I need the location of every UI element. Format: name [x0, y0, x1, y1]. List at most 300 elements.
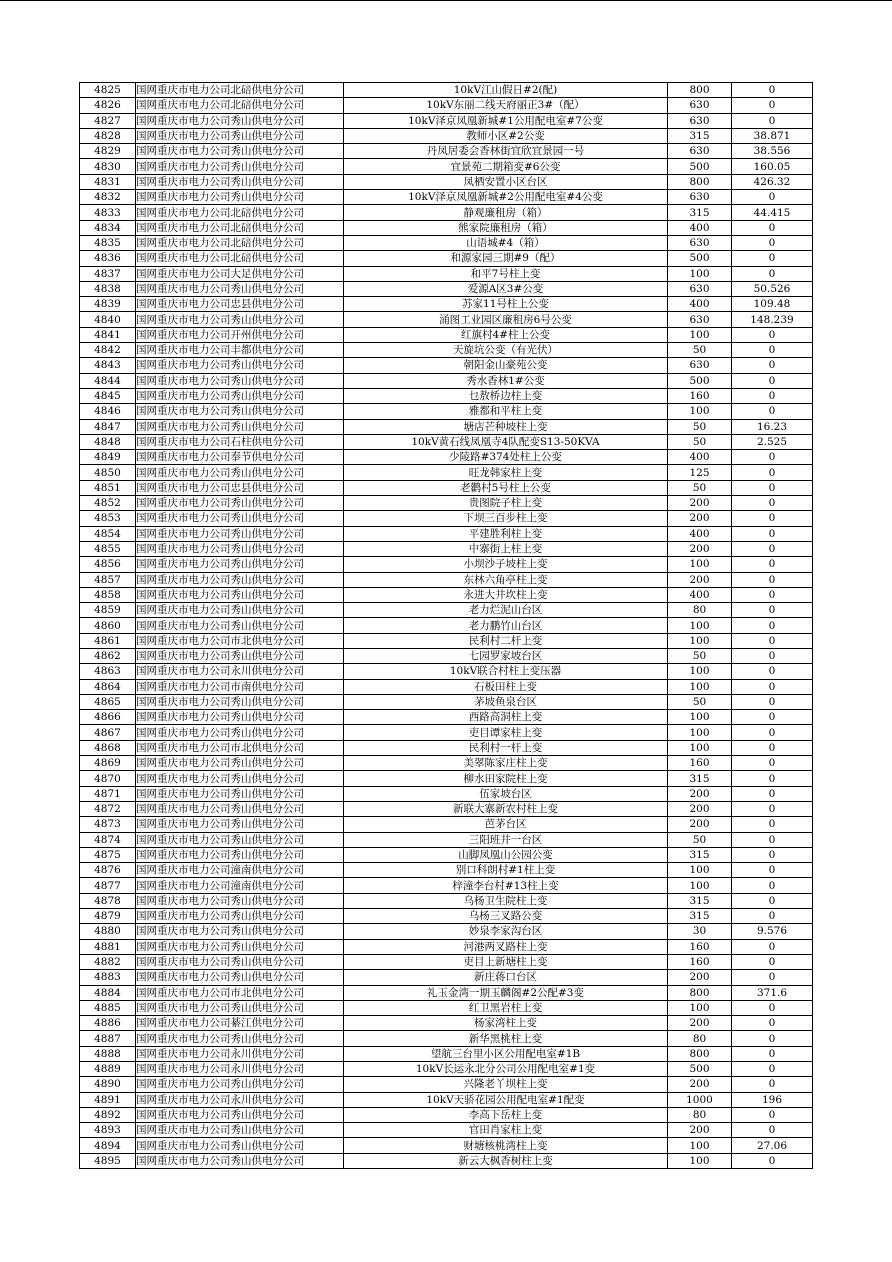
- table-row: [80, 878, 813, 893]
- transformer-name-cell: 雅都和平柱上变: [344, 404, 668, 419]
- table-row: [80, 1046, 813, 1061]
- row-number-cell: 4858: [80, 587, 136, 602]
- capacity-cell: 630: [668, 98, 732, 113]
- table-row: [80, 205, 813, 220]
- company-cell: 国网重庆市电力公司秀山供电分公司: [136, 893, 344, 908]
- transformer-name-cell: 新云大枫香树柱上变: [344, 1153, 668, 1168]
- transformer-name-cell: 秀水香林1#公变: [344, 373, 668, 388]
- transformer-name-cell: 红旗村4#柱上公变: [344, 327, 668, 342]
- transformer-name-cell: 吏目谭家柱上变: [344, 725, 668, 740]
- capacity-cell: 500: [668, 373, 732, 388]
- value-cell: 0: [732, 450, 813, 465]
- table-row: [80, 725, 813, 740]
- capacity-cell: 200: [668, 511, 732, 526]
- company-cell: 国网重庆市电力公司北碚供电分公司: [136, 235, 344, 250]
- table-row: [80, 909, 813, 924]
- row-number-cell: 4884: [80, 985, 136, 1000]
- transformer-name-cell: 静观廉租房（箱）: [344, 205, 668, 220]
- table-row: [80, 128, 813, 143]
- company-cell: 国网重庆市电力公司永川供电分公司: [136, 1046, 344, 1061]
- row-number-cell: 4895: [80, 1153, 136, 1168]
- table-row: [80, 679, 813, 694]
- row-number-cell: 4863: [80, 664, 136, 679]
- capacity-cell: 50: [668, 480, 732, 495]
- value-cell: 0: [732, 526, 813, 541]
- transformer-name-cell: 小坝沙子坡柱上变: [344, 557, 668, 572]
- capacity-cell: 800: [668, 1046, 732, 1061]
- table-row: [80, 1000, 813, 1015]
- value-cell: 0: [732, 235, 813, 250]
- table-row: [80, 970, 813, 985]
- company-cell: 国网重庆市电力公司秀山供电分公司: [136, 496, 344, 511]
- capacity-cell: 100: [668, 740, 732, 755]
- table-row: [80, 450, 813, 465]
- value-cell: 0: [732, 817, 813, 832]
- capacity-cell: 100: [668, 1138, 732, 1153]
- row-number-cell: 4856: [80, 557, 136, 572]
- capacity-cell: 315: [668, 847, 732, 862]
- transformer-name-cell: 旺龙韩家柱上变: [344, 465, 668, 480]
- transformer-name-cell: 平建胜利柱上变: [344, 526, 668, 541]
- row-number-cell: 4893: [80, 1123, 136, 1138]
- table-row: [80, 327, 813, 342]
- table-body: [80, 83, 813, 1169]
- row-number-cell: 4839: [80, 297, 136, 312]
- value-cell: 0: [732, 786, 813, 801]
- table-row: [80, 511, 813, 526]
- row-number-cell: 4877: [80, 878, 136, 893]
- capacity-cell: 100: [668, 557, 732, 572]
- transformer-name-cell: 西路高洞柱上变: [344, 710, 668, 725]
- capacity-cell: 315: [668, 128, 732, 143]
- company-cell: 国网重庆市电力公司永川供电分公司: [136, 1092, 344, 1107]
- row-number-cell: 4854: [80, 526, 136, 541]
- capacity-cell: 630: [668, 113, 732, 128]
- row-number-cell: 4851: [80, 480, 136, 495]
- capacity-cell: 100: [668, 679, 732, 694]
- row-number-cell: 4890: [80, 1077, 136, 1092]
- transformer-name-cell: 东林六角亭柱上变: [344, 572, 668, 587]
- transformer-name-cell: 民利村一杆上变: [344, 740, 668, 755]
- capacity-cell: 400: [668, 220, 732, 235]
- company-cell: 国网重庆市电力公司秀山供电分公司: [136, 312, 344, 327]
- row-number-cell: 4826: [80, 98, 136, 113]
- transformer-name-cell: 少陵路#374处柱上公变: [344, 450, 668, 465]
- row-number-cell: 4843: [80, 358, 136, 373]
- transformer-name-cell: 10kV东丽二线天府丽正3#（配）: [344, 98, 668, 113]
- table-row: [80, 480, 813, 495]
- value-cell: 16.23: [732, 419, 813, 434]
- capacity-cell: 200: [668, 786, 732, 801]
- value-cell: 0: [732, 266, 813, 281]
- capacity-cell: 315: [668, 771, 732, 786]
- table-row: [80, 1153, 813, 1168]
- company-cell: 国网重庆市电力公司石柱供电分公司: [136, 434, 344, 449]
- company-cell: 国网重庆市电力公司秀山供电分公司: [136, 801, 344, 816]
- row-number-cell: 4889: [80, 1062, 136, 1077]
- row-number-cell: 4831: [80, 174, 136, 189]
- table-row: [80, 664, 813, 679]
- company-cell: 国网重庆市电力公司秀山供电分公司: [136, 190, 344, 205]
- capacity-cell: 100: [668, 1153, 732, 1168]
- capacity-cell: 125: [668, 465, 732, 480]
- company-cell: 国网重庆市电力公司秀山供电分公司: [136, 909, 344, 924]
- company-cell: 国网重庆市电力公司秀山供电分公司: [136, 694, 344, 709]
- table-row: [80, 281, 813, 296]
- row-number-cell: 4868: [80, 740, 136, 755]
- value-cell: 0: [732, 878, 813, 893]
- company-cell: 国网重庆市电力公司秀山供电分公司: [136, 526, 344, 541]
- transformer-name-cell: 美翠陈家庄柱上变: [344, 756, 668, 771]
- capacity-cell: 315: [668, 909, 732, 924]
- table-row: [80, 832, 813, 847]
- row-number-cell: 4887: [80, 1031, 136, 1046]
- table-row: [80, 235, 813, 250]
- value-cell: 0: [732, 83, 813, 98]
- table-row: [80, 939, 813, 954]
- table-row: [80, 220, 813, 235]
- value-cell: 0: [732, 756, 813, 771]
- row-number-cell: 4825: [80, 83, 136, 98]
- capacity-cell: 160: [668, 939, 732, 954]
- transformer-name-cell: 柳水田家院柱上变: [344, 771, 668, 786]
- value-cell: 0: [732, 1016, 813, 1031]
- row-number-cell: 4857: [80, 572, 136, 587]
- company-cell: 国网重庆市电力公司秀山供电分公司: [136, 939, 344, 954]
- value-cell: 0: [732, 740, 813, 755]
- table-row: [80, 496, 813, 511]
- company-cell: 国网重庆市电力公司秀山供电分公司: [136, 113, 344, 128]
- row-number-cell: 4882: [80, 954, 136, 969]
- value-cell: 0: [732, 1107, 813, 1122]
- company-cell: 国网重庆市电力公司秀山供电分公司: [136, 373, 344, 388]
- company-cell: 国网重庆市电力公司秀山供电分公司: [136, 756, 344, 771]
- capacity-cell: 100: [668, 327, 732, 342]
- table-row: [80, 771, 813, 786]
- table-row: [80, 1107, 813, 1122]
- capacity-cell: 630: [668, 281, 732, 296]
- capacity-cell: 315: [668, 205, 732, 220]
- row-number-cell: 4852: [80, 496, 136, 511]
- capacity-cell: 160: [668, 954, 732, 969]
- row-number-cell: 4838: [80, 281, 136, 296]
- company-cell: 国网重庆市电力公司永川供电分公司: [136, 1062, 344, 1077]
- row-number-cell: 4888: [80, 1046, 136, 1061]
- row-number-cell: 4834: [80, 220, 136, 235]
- capacity-cell: 200: [668, 970, 732, 985]
- company-cell: 国网重庆市电力公司秀山供电分公司: [136, 847, 344, 862]
- row-number-cell: 4878: [80, 893, 136, 908]
- row-number-cell: 4830: [80, 159, 136, 174]
- value-cell: 38.871: [732, 128, 813, 143]
- table-row: [80, 144, 813, 159]
- capacity-cell: 100: [668, 266, 732, 281]
- transformer-name-cell: 凤栖安置小区台区: [344, 174, 668, 189]
- capacity-cell: 160: [668, 388, 732, 403]
- transformer-name-cell: 10kV黄石线凤凰寺4队配变S13-50KVA: [344, 434, 668, 449]
- table-row: [80, 373, 813, 388]
- row-number-cell: 4828: [80, 128, 136, 143]
- capacity-cell: 100: [668, 878, 732, 893]
- value-cell: 0: [732, 541, 813, 556]
- transformer-name-cell: 10kV泽京凤凰新城#2公用配电室#4公变: [344, 190, 668, 205]
- row-number-cell: 4883: [80, 970, 136, 985]
- row-number-cell: 4836: [80, 251, 136, 266]
- transformer-name-cell: 官田肖家柱上变: [344, 1123, 668, 1138]
- row-number-cell: 4885: [80, 1000, 136, 1015]
- capacity-cell: 200: [668, 1123, 732, 1138]
- capacity-cell: 200: [668, 496, 732, 511]
- capacity-cell: 50: [668, 694, 732, 709]
- value-cell: 50.526: [732, 281, 813, 296]
- company-cell: 国网重庆市电力公司北碚供电分公司: [136, 205, 344, 220]
- table-row: [80, 1062, 813, 1077]
- capacity-cell: 200: [668, 572, 732, 587]
- row-number-cell: 4841: [80, 327, 136, 342]
- table-row: [80, 603, 813, 618]
- row-number-cell: 4860: [80, 618, 136, 633]
- transformer-name-cell: 民利村二杆上变: [344, 633, 668, 648]
- value-cell: 44.415: [732, 205, 813, 220]
- company-cell: 国网重庆市电力公司大足供电分公司: [136, 266, 344, 281]
- row-number-cell: 4829: [80, 144, 136, 159]
- company-cell: 国网重庆市电力公司秀山供电分公司: [136, 954, 344, 969]
- company-cell: 国网重庆市电力公司北碚供电分公司: [136, 98, 344, 113]
- capacity-cell: 100: [668, 725, 732, 740]
- table-row: [80, 924, 813, 939]
- row-number-cell: 4855: [80, 541, 136, 556]
- table-row: [80, 618, 813, 633]
- capacity-cell: 630: [668, 358, 732, 373]
- company-cell: 国网重庆市电力公司秀山供电分公司: [136, 1138, 344, 1153]
- row-number-cell: 4891: [80, 1092, 136, 1107]
- value-cell: 0: [732, 511, 813, 526]
- row-number-cell: 4892: [80, 1107, 136, 1122]
- transformer-name-cell: 茅坡鱼泉台区: [344, 694, 668, 709]
- table-row: [80, 113, 813, 128]
- value-cell: 0: [732, 251, 813, 266]
- capacity-cell: 400: [668, 297, 732, 312]
- capacity-cell: 800: [668, 174, 732, 189]
- company-cell: 国网重庆市电力公司北碚供电分公司: [136, 83, 344, 98]
- company-cell: 国网重庆市电力公司秀山供电分公司: [136, 1107, 344, 1122]
- company-cell: 国网重庆市电力公司秀山供电分公司: [136, 603, 344, 618]
- transformer-name-cell: 教师小区#2公变: [344, 128, 668, 143]
- company-cell: 国网重庆市电力公司秀山供电分公司: [136, 1123, 344, 1138]
- value-cell: 0: [732, 664, 813, 679]
- capacity-cell: 50: [668, 419, 732, 434]
- value-cell: 0: [732, 847, 813, 862]
- row-number-cell: 4849: [80, 450, 136, 465]
- transformer-name-cell: 杨家湾柱上变: [344, 1016, 668, 1031]
- capacity-cell: 500: [668, 1062, 732, 1077]
- value-cell: 160.05: [732, 159, 813, 174]
- company-cell: 国网重庆市电力公司秀山供电分公司: [136, 648, 344, 663]
- company-cell: 国网重庆市电力公司忠县供电分公司: [136, 480, 344, 495]
- value-cell: 0: [732, 190, 813, 205]
- table-row: [80, 526, 813, 541]
- table-row: [80, 266, 813, 281]
- transformer-name-cell: 宜景苑二期箱变#6公变: [344, 159, 668, 174]
- table-row: [80, 557, 813, 572]
- row-number-cell: 4879: [80, 909, 136, 924]
- capacity-cell: 630: [668, 312, 732, 327]
- page-top-rule: [0, 0, 892, 1]
- capacity-cell: 50: [668, 832, 732, 847]
- company-cell: 国网重庆市电力公司綦江供电分公司: [136, 1016, 344, 1031]
- capacity-cell: 100: [668, 618, 732, 633]
- value-cell: 0: [732, 954, 813, 969]
- row-number-cell: 4875: [80, 847, 136, 862]
- capacity-cell: 50: [668, 648, 732, 663]
- transformer-name-cell: 兴隆老丫坝柱上变: [344, 1077, 668, 1092]
- company-cell: 国网重庆市电力公司秀山供电分公司: [136, 817, 344, 832]
- transformer-name-cell: 新联大寨新农村柱上变: [344, 801, 668, 816]
- value-cell: 0: [732, 465, 813, 480]
- row-number-cell: 4835: [80, 235, 136, 250]
- row-number-cell: 4846: [80, 404, 136, 419]
- company-cell: 国网重庆市电力公司市南供电分公司: [136, 679, 344, 694]
- capacity-cell: 50: [668, 343, 732, 358]
- row-number-cell: 4833: [80, 205, 136, 220]
- row-number-cell: 4867: [80, 725, 136, 740]
- company-cell: 国网重庆市电力公司秀山供电分公司: [136, 1153, 344, 1168]
- transformer-name-cell: 苏家11号柱上公变: [344, 297, 668, 312]
- transformer-name-cell: 三阳班井一台区: [344, 832, 668, 847]
- capacity-cell: 100: [668, 710, 732, 725]
- table-row: [80, 633, 813, 648]
- transformer-name-cell: 爱源A区3#公变: [344, 281, 668, 296]
- company-cell: 国网重庆市电力公司北碚供电分公司: [136, 251, 344, 266]
- table-row: [80, 694, 813, 709]
- table-row: [80, 817, 813, 832]
- company-cell: 国网重庆市电力公司秀山供电分公司: [136, 388, 344, 403]
- value-cell: 0: [732, 939, 813, 954]
- capacity-cell: 200: [668, 541, 732, 556]
- table-row: [80, 863, 813, 878]
- company-cell: 国网重庆市电力公司秀山供电分公司: [136, 1000, 344, 1015]
- transformer-name-cell: 望航三台里小区公用配电室#1B: [344, 1046, 668, 1061]
- transformer-name-cell: 财塘核桃湾柱上变: [344, 1138, 668, 1153]
- table-row: [80, 710, 813, 725]
- table-row: [80, 83, 813, 98]
- transformer-name-cell: 乌杨卫生院柱上变: [344, 893, 668, 908]
- value-cell: 0: [732, 863, 813, 878]
- value-cell: 0: [732, 801, 813, 816]
- capacity-cell: 315: [668, 893, 732, 908]
- row-number-cell: 4845: [80, 388, 136, 403]
- row-number-cell: 4874: [80, 832, 136, 847]
- value-cell: 109.48: [732, 297, 813, 312]
- transformer-name-cell: 10kV长运永北分公司公用配电室#1变: [344, 1062, 668, 1077]
- company-cell: 国网重庆市电力公司忠县供电分公司: [136, 297, 344, 312]
- company-cell: 国网重庆市电力公司秀山供电分公司: [136, 1077, 344, 1092]
- company-cell: 国网重庆市电力公司秀山供电分公司: [136, 970, 344, 985]
- table-row: [80, 312, 813, 327]
- value-cell: 0: [732, 496, 813, 511]
- row-number-cell: 4894: [80, 1138, 136, 1153]
- company-cell: 国网重庆市电力公司秀山供电分公司: [136, 572, 344, 587]
- capacity-cell: 800: [668, 83, 732, 98]
- company-cell: 国网重庆市电力公司秀山供电分公司: [136, 725, 344, 740]
- capacity-cell: 100: [668, 664, 732, 679]
- value-cell: 38.556: [732, 144, 813, 159]
- table-row: [80, 648, 813, 663]
- table-row: [80, 465, 813, 480]
- value-cell: 0: [732, 648, 813, 663]
- row-number-cell: 4873: [80, 817, 136, 832]
- company-cell: 国网重庆市电力公司秀山供电分公司: [136, 618, 344, 633]
- transformer-name-cell: 10kV天骄花园公用配电室#1配变: [344, 1092, 668, 1107]
- company-cell: 国网重庆市电力公司秀山供电分公司: [136, 419, 344, 434]
- company-cell: 国网重庆市电力公司市北供电分公司: [136, 740, 344, 755]
- value-cell: 0: [732, 373, 813, 388]
- table-row: [80, 98, 813, 113]
- company-cell: 国网重庆市电力公司秀山供电分公司: [136, 281, 344, 296]
- table-row: [80, 434, 813, 449]
- capacity-cell: 500: [668, 159, 732, 174]
- transformer-name-cell: 老力鹏竹山台区: [344, 618, 668, 633]
- transformer-name-cell: 10kV联合村柱上变压器: [344, 664, 668, 679]
- capacity-cell: 200: [668, 801, 732, 816]
- row-number-cell: 4864: [80, 679, 136, 694]
- row-number-cell: 4865: [80, 694, 136, 709]
- table-row: [80, 786, 813, 801]
- value-cell: 0: [732, 404, 813, 419]
- value-cell: 0: [732, 220, 813, 235]
- row-number-cell: 4881: [80, 939, 136, 954]
- transformer-name-cell: 丹凤居委会香林街宜欣宜景园一号: [344, 144, 668, 159]
- value-cell: 0: [732, 832, 813, 847]
- value-cell: 0: [732, 603, 813, 618]
- row-number-cell: 4866: [80, 710, 136, 725]
- value-cell: 0: [732, 725, 813, 740]
- row-number-cell: 4872: [80, 801, 136, 816]
- company-cell: 国网重庆市电力公司秀山供电分公司: [136, 128, 344, 143]
- table-row: [80, 954, 813, 969]
- value-cell: 27.06: [732, 1138, 813, 1153]
- transformer-name-cell: 塘店芒种坡柱上变: [344, 419, 668, 434]
- row-number-cell: 4876: [80, 863, 136, 878]
- company-cell: 国网重庆市电力公司秀山供电分公司: [136, 557, 344, 572]
- data-table: [79, 82, 813, 1169]
- transformer-name-cell: 天旋坑公变（有光伏）: [344, 343, 668, 358]
- table-row: [80, 1077, 813, 1092]
- transformer-name-cell: 新华黑桃柱上变: [344, 1031, 668, 1046]
- row-number-cell: 4837: [80, 266, 136, 281]
- table-row: [80, 847, 813, 862]
- company-cell: 国网重庆市电力公司秀山供电分公司: [136, 358, 344, 373]
- company-cell: 国网重庆市电力公司秀山供电分公司: [136, 924, 344, 939]
- row-number-cell: 4870: [80, 771, 136, 786]
- table-row: [80, 801, 813, 816]
- company-cell: 国网重庆市电力公司秀山供电分公司: [136, 511, 344, 526]
- transformer-name-cell: 和平7号柱上变: [344, 266, 668, 281]
- table-row: [80, 985, 813, 1000]
- company-cell: 国网重庆市电力公司秀山供电分公司: [136, 832, 344, 847]
- table-row: [80, 358, 813, 373]
- company-cell: 国网重庆市电力公司永川供电分公司: [136, 664, 344, 679]
- capacity-cell: 50: [668, 434, 732, 449]
- capacity-cell: 80: [668, 1031, 732, 1046]
- capacity-cell: 100: [668, 1000, 732, 1015]
- capacity-cell: 100: [668, 633, 732, 648]
- value-cell: 0: [732, 572, 813, 587]
- company-cell: 国网重庆市电力公司市北供电分公司: [136, 985, 344, 1000]
- value-cell: 0: [732, 1031, 813, 1046]
- row-number-cell: 4871: [80, 786, 136, 801]
- value-cell: 0: [732, 327, 813, 342]
